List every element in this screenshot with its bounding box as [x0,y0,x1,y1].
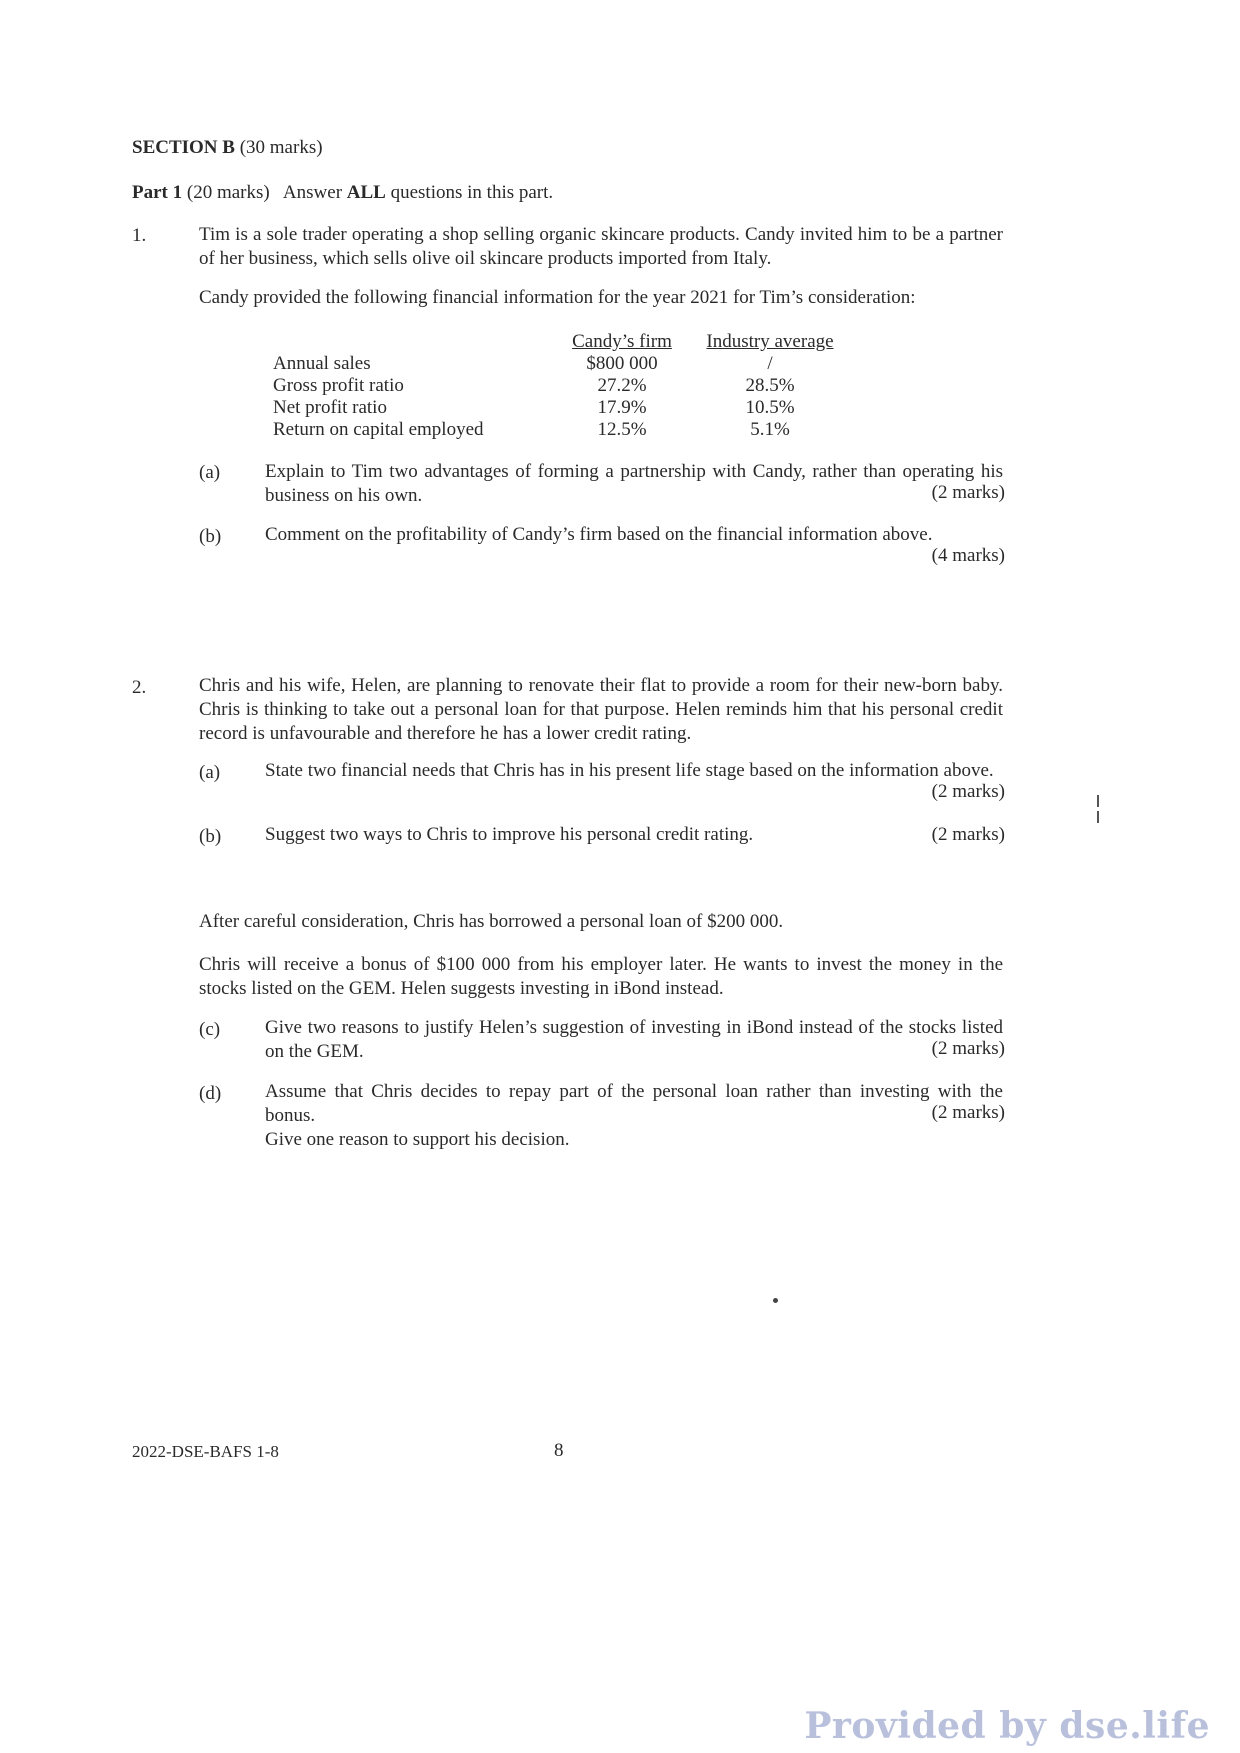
q1a-label: (a) [199,462,221,483]
q1a-marks: (2 marks) [931,482,1005,503]
page-number: 8 [554,1440,564,1461]
q2c-label: (c) [199,1019,221,1040]
q2-intro-line: Chris is thinking to take out a personal loan for that purpose. Helen reminds him that his personal credit [199,699,1003,720]
q2-number: 2. [132,677,147,698]
table-cell: $800 000 [586,353,658,374]
q1b-marks: (4 marks) [931,545,1005,566]
q2b-label: (b) [199,826,222,847]
q2b-text: Suggest two ways to Chris to improve his personal credit rating. [265,824,754,845]
table-cell: 10.5% [745,397,795,418]
q1b-text: Comment on the profitability of Candy’s firm based on the financial information above. [265,524,933,545]
q2d-text [265,1080,1003,1152]
q1-intro-line: Tim is a sole trader operating a shop selling organic skincare products. Candy invited him to be a partner [199,224,1003,245]
part-title: Part 1 [132,182,183,203]
q1-lead: Candy provided the following financial information for the year 2021 for Tim’s consideration: [199,287,916,308]
table-row-label: Gross profit ratio [273,375,404,396]
q2-paragraph-line: Chris will receive a bonus of $100 000 from his employer later. He wants to invest the money in the [199,954,1003,975]
table-col-header: Candy’s firm [572,331,672,352]
table-row-label: Return on capital employed [273,419,484,440]
q2-paragraph-line: stocks listed on the GEM. Helen suggests investing in iBond instead. [199,978,724,999]
q1-intro-line: of her business, which sells olive oil skincare products imported from Italy. [199,248,772,269]
table-row-label: Annual sales [273,353,371,374]
q1-number: 1. [132,225,147,246]
part-instruction-b: questions in this part. [385,182,554,203]
q1-intro [199,223,1003,271]
q1a-line: Explain to Tim two advantages of forming a partnership with Candy, rather than operating his [265,461,1003,482]
scan-mark [1097,811,1099,823]
part-marks: (20 marks) [186,182,270,203]
q2b-marks: (2 marks) [931,824,1005,845]
q2d-line: Assume that Chris decides to repay part of the personal loan rather than investing with the bonus. [265,1081,1003,1126]
q2d-line: Give one reason to support his decision. [265,1129,570,1150]
q1a-line: business on his own. [265,485,423,506]
q2-intro-line: record is unfavourable and therefore he has a lower credit rating. [199,723,692,744]
part-instruction-a: Answer [282,182,347,203]
q2a-marks: (2 marks) [931,781,1005,802]
scan-mark [1097,795,1099,807]
q2a-text: State two financial needs that Chris has in his present life stage based on the information above. [265,760,994,781]
q2-paragraph: After careful consideration, Chris has borrowed a personal loan of $200 000. [199,911,784,932]
q2c-line: on the GEM. [265,1041,364,1062]
q1a-text [265,460,1003,508]
q2c-marks: (2 marks) [931,1038,1005,1059]
table-cell: 12.5% [597,419,647,440]
scan-dot [773,1298,778,1303]
q2d-label: (d) [199,1083,222,1104]
footer-paper-code: 2022-DSE-BAFS 1-8 [132,1442,279,1461]
q2-intro-line: Chris and his wife, Helen, are planning to renovate their flat to provide a room for their new-born baby. [199,675,1003,696]
q2d-marks: (2 marks) [931,1102,1005,1123]
q2c-line: Give two reasons to justify Helen’s suggestion of investing in iBond instead of the stocks listed [265,1017,1003,1038]
table-cell: / [767,353,773,374]
table-cell: 5.1% [750,419,790,440]
part-heading [132,182,553,204]
section-title: SECTION B [132,137,235,158]
q2-paragraph [199,953,1003,1001]
watermark: Provided by dse.life [804,1705,1210,1747]
q2c-text [265,1016,1003,1064]
table-cell: 27.2% [597,375,647,396]
table-col-header: Industry average [706,331,834,352]
section-marks: (30 marks) [239,137,323,158]
q2a-label: (a) [199,762,221,783]
part-instruction-bold: ALL [346,182,386,203]
q1b-label: (b) [199,526,222,547]
table-cell: 17.9% [597,397,647,418]
q2-intro [199,674,1003,746]
table-cell: 28.5% [745,375,795,396]
table-row-label: Net profit ratio [273,397,387,418]
section-heading [132,137,323,159]
